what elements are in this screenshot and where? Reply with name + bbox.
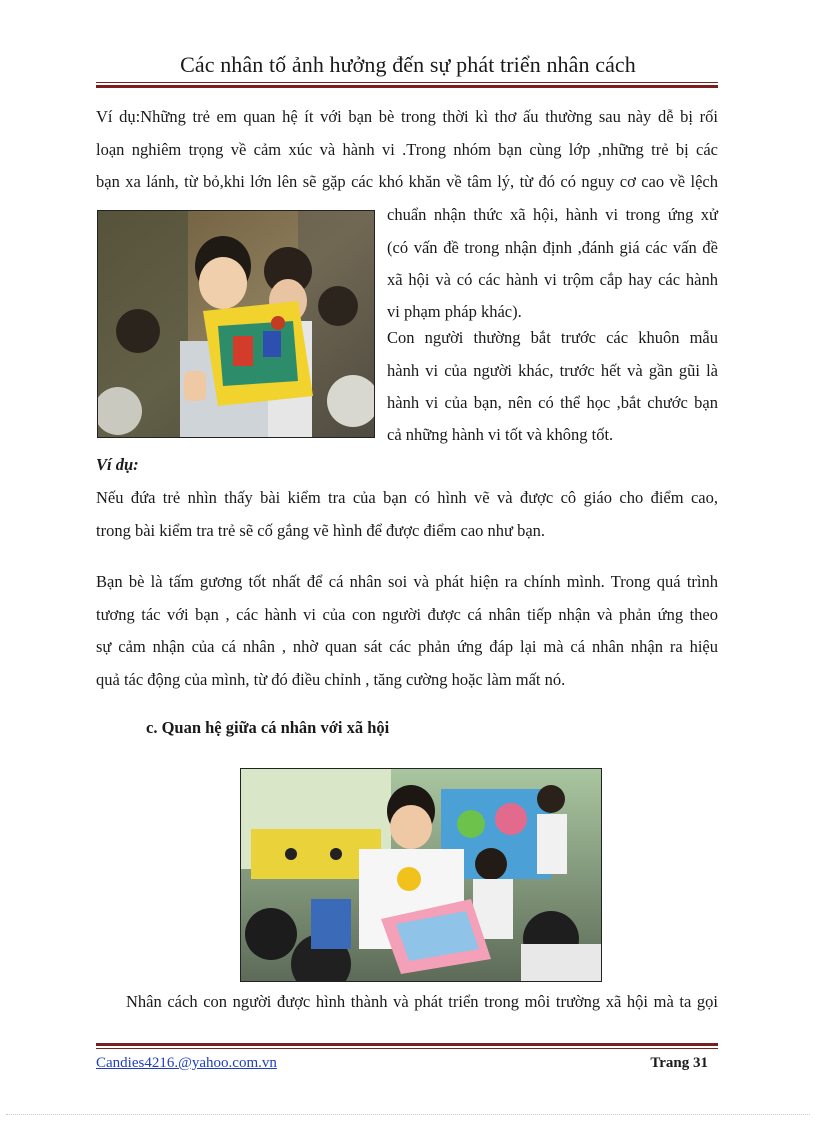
- photo-1-graphic: [98, 211, 374, 437]
- text-line: hành vi của bạn, nên có thể học ,bắt chước bạn: [387, 393, 718, 412]
- footer-email-link[interactable]: Candies4216.@yahoo.com.vn: [96, 1055, 277, 1071]
- text-line: loạn nghiêm trọng về cảm xúc và hành vi .Trong nhóm bạn cùng lớp ,những trẻ bị các: [96, 139, 718, 159]
- header-rule-thick: [96, 85, 718, 88]
- text-line: cả những hành vi tốt và không tốt.: [387, 425, 614, 444]
- text-line: hành vi của người khác, trước hết và gần gũi là: [387, 360, 718, 380]
- text-line: Con người thường bắt trước các khuôn mẫu: [387, 328, 718, 347]
- text-line: vi phạm pháp khác).: [387, 302, 522, 321]
- page-number: Trang 31: [650, 1055, 708, 1071]
- footer-rule-thin: [96, 1048, 718, 1049]
- paragraph-example-2: [96, 482, 718, 547]
- text-line: chuẩn nhận thức xã hội, hành vi trong ứng xử: [387, 205, 718, 224]
- example-label: Ví dụ:: [96, 455, 139, 474]
- header-rule-thin: [96, 82, 718, 83]
- page-edge-divider: [6, 1114, 810, 1115]
- paragraph-example-1: [96, 101, 718, 199]
- footer-rule-thick: [96, 1043, 718, 1046]
- text-line: trong bài kiểm tra trẻ sẽ cố gắng vẽ hình để được điểm cao như bạn.: [96, 520, 546, 540]
- text-line: sự cảm nhận của cá nhân , nhờ quan sát các phản ứng đáp lại mà cá nhân nhận ra hiệu: [96, 637, 718, 656]
- photo-children-exchanging-drawing: [240, 768, 602, 982]
- text-line: bạn xa lánh, từ bỏ,khi lớn lên sẽ gặp các khó khăn về tâm lý, từ đó có nguy cơ cao về lệch: [96, 172, 718, 191]
- text-line: Nếu đứa trẻ nhìn thấy bài kiểm tra của bạn có hình vẽ và được cô giáo cho điểm cao,: [96, 488, 718, 507]
- paragraph-friends-mirror: [96, 566, 718, 696]
- text-line: xã hội và có các hành vi trộm cắp hay các hành: [387, 270, 718, 289]
- text-line: Bạn bè là tấm gương tốt nhất để cá nhân soi và phát hiện ra chính mình. Trong quá trình: [96, 572, 718, 591]
- text-line: tương tác với bạn , các hành vi của con người được cá nhân tiếp nhận và phản ứng theo: [96, 604, 718, 624]
- page-title: Các nhân tố ảnh hưởng đến sự phát triển nhân cách: [180, 52, 636, 77]
- text-line: Nhân cách con người được hình thành và phát triển trong môi trường xã hội mà ta gọi: [126, 992, 718, 1011]
- photo-2-graphic: [241, 769, 601, 981]
- side-paragraph-1: [387, 199, 718, 297]
- text-line: Ví dụ:Những trẻ em quan hệ ít với bạn bè trong thời kì thơ ấu thường sau này dễ bị rối: [96, 107, 718, 126]
- side-paragraph-2: [387, 322, 718, 420]
- paragraph-society: [96, 986, 718, 1019]
- side-paragraph-2-last: [387, 419, 718, 452]
- text-line: quả tác động của mình, từ đó điều chỉnh , tăng cường hoặc làm mất nó.: [96, 669, 566, 689]
- section-heading-c: c. Quan hệ giữa cá nhân với xã hội: [146, 718, 390, 737]
- photo-child-holding-drawing: [97, 210, 375, 438]
- text-line: (có vấn đề trong nhận định ,đánh giá các vấn đề: [387, 237, 718, 257]
